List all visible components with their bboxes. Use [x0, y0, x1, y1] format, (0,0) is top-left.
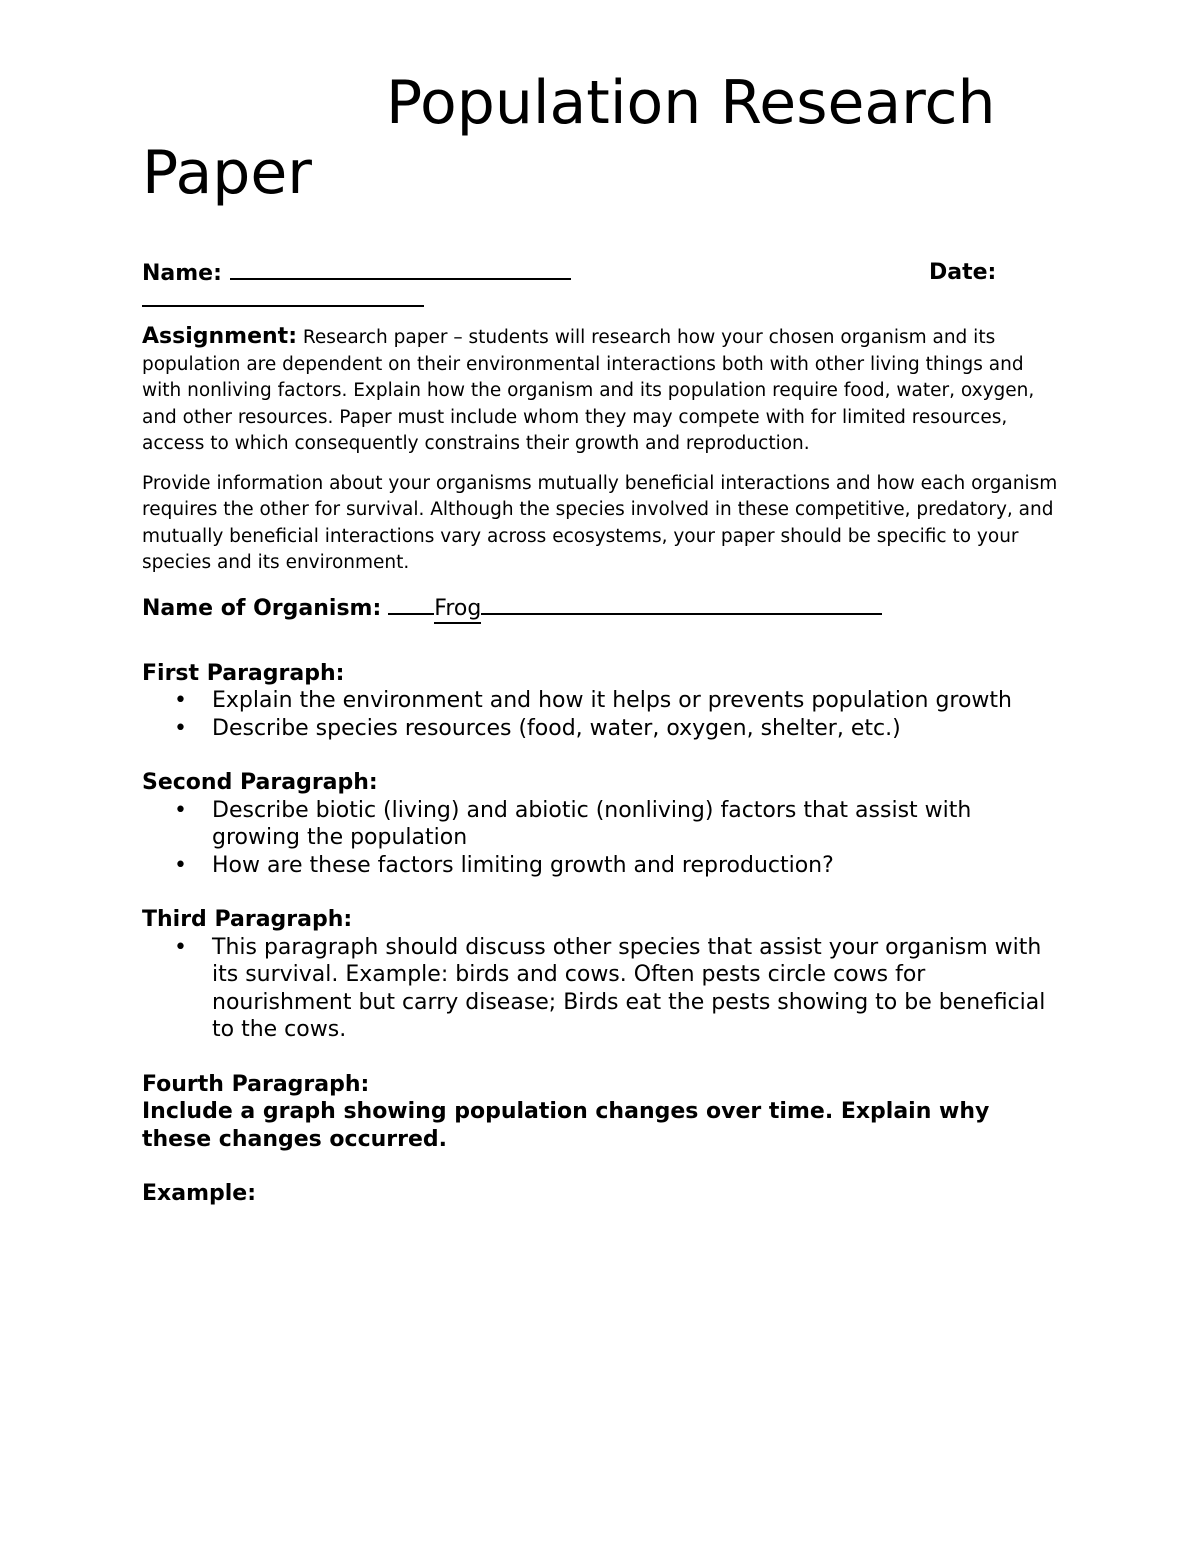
- second-paragraph-section: [142, 769, 1062, 879]
- title-line-2: Paper: [142, 138, 312, 208]
- date-label: Date:: [929, 260, 997, 285]
- name-blank[interactable]: [230, 258, 571, 280]
- bullet-icon: •: [174, 934, 187, 960]
- name-label: Name:: [142, 261, 222, 286]
- bullet-icon: •: [174, 852, 187, 878]
- assignment-label: Assignment:: [142, 324, 297, 349]
- organism-blank-post: [481, 593, 882, 615]
- bullet-icon: •: [174, 797, 187, 823]
- list-item: [142, 715, 1062, 743]
- section-heading: First Paragraph:: [142, 660, 345, 686]
- title-line-1: Population Research: [386, 68, 996, 138]
- list-item-text: Explain the environment and how it helps or prevents population growth: [212, 688, 1012, 713]
- bullet-list: [142, 934, 1062, 1044]
- bullet-list: [142, 797, 1062, 880]
- section-heading: Second Paragraph:: [142, 770, 378, 795]
- assignment-paragraph: [142, 324, 1062, 458]
- date-blank-row: [142, 292, 1062, 304]
- organism-row: [142, 593, 1062, 624]
- list-item: [142, 687, 1062, 715]
- organism-value[interactable]: Frog: [434, 596, 481, 624]
- example-label: Example:: [142, 1181, 256, 1206]
- bullet-list: [142, 687, 1062, 742]
- list-item: [142, 797, 1062, 852]
- list-item-text: This paragraph should discuss other species that assist your organism with its survival. Example: birds and cows. Often pests circle cows for nourishment but carry disease; Birds eat the pests showing to be beneficial to the cows.: [212, 934, 1046, 1042]
- bullet-icon: •: [174, 688, 187, 713]
- assignment-text: Research paper – students will research how your chosen organism and its population are dependent on their environmental interactions both with other living things and with nonliving factors. Explain how the organism and its population require food, water, oxygen, and other resources. Paper must include whom they may compete with for limited resources, access to which consequently constrains their growth and reproduction.: [142, 327, 1035, 454]
- name-date-row: [142, 258, 1062, 288]
- third-paragraph-section: [142, 906, 1062, 1044]
- fourth-paragraph-text: Include a graph showing population changes over time. Explain why these changes occurred.: [142, 1099, 990, 1152]
- section-heading: Third Paragraph:: [142, 907, 353, 932]
- info-paragraph: Provide information about your organisms mutually beneficial interactions and how each organism requires the other for survival. Although the species involved in these competitive, predatory, and mutually beneficial interactions vary across ecosystems, your paper should be specific to your species and its environment.: [142, 472, 1058, 573]
- section-heading: Fourth Paragraph:: [142, 1071, 370, 1097]
- list-item-text: Describe species resources (food, water, oxygen, shelter, etc.): [212, 715, 901, 741]
- document-page: [142, 68, 1062, 1208]
- fourth-paragraph-section: [142, 1071, 1062, 1154]
- document-title: [142, 68, 1062, 208]
- date-blank[interactable]: [142, 297, 424, 307]
- organism-blank-pre: [388, 593, 434, 615]
- list-item: [142, 934, 1062, 1044]
- bullet-icon: •: [174, 715, 187, 741]
- first-paragraph-section: [142, 660, 1062, 743]
- list-item-text: How are these factors limiting growth and reproduction?: [212, 852, 834, 878]
- organism-label: Name of Organism:: [142, 595, 382, 621]
- list-item: [142, 852, 1062, 880]
- list-item-text: Describe biotic (living) and abiotic (nonliving) factors that assist with growing the population: [212, 797, 972, 850]
